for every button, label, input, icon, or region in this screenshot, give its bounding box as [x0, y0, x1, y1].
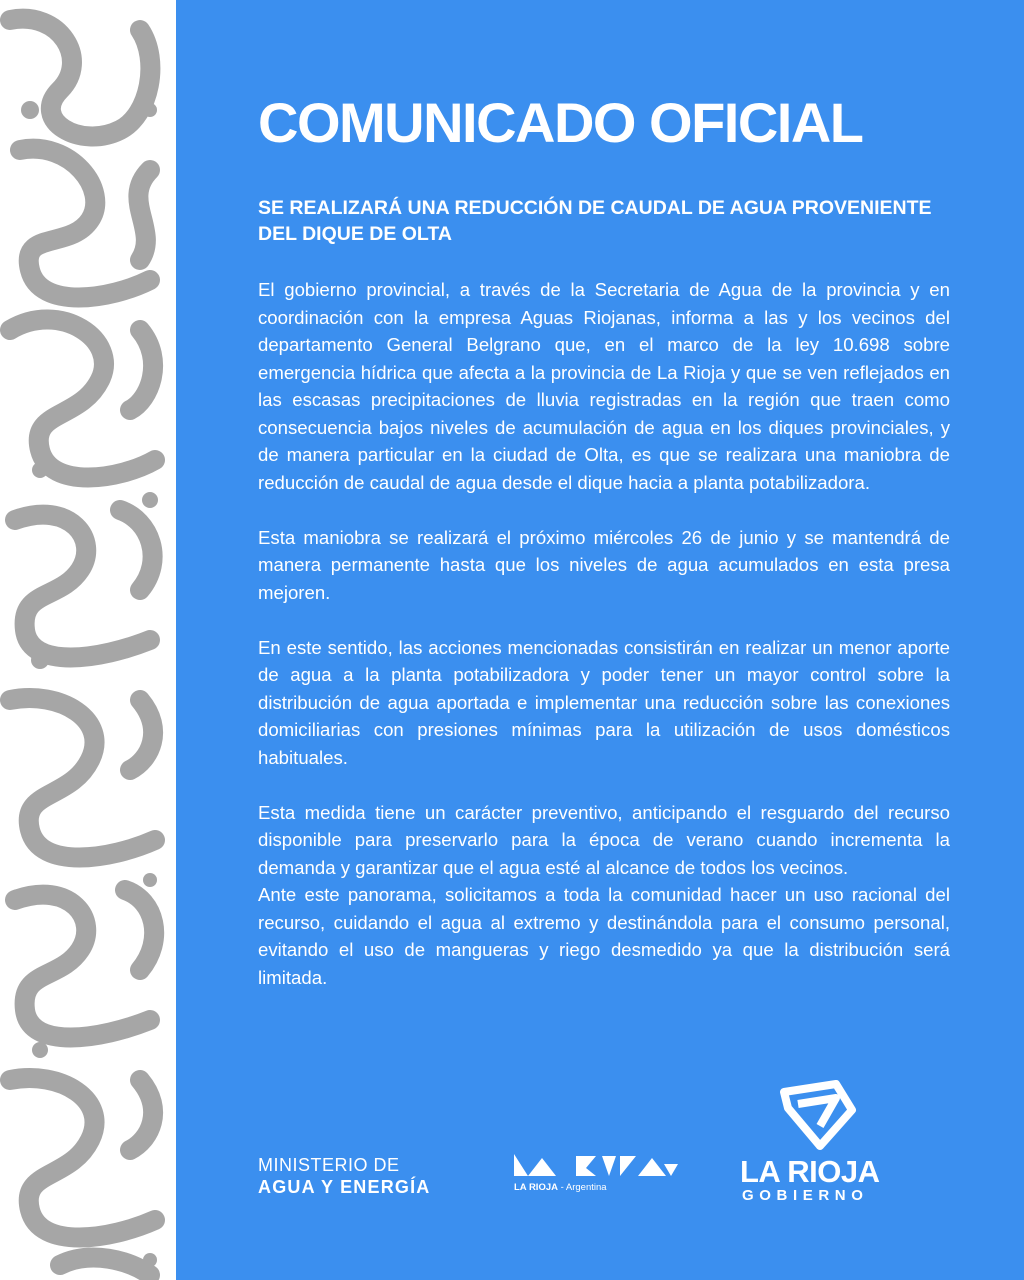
- subtitle-line-2: DEL DIQUE DE OLTA: [258, 223, 452, 245]
- page-title: COMUNICADO OFICIAL: [258, 91, 863, 154]
- la-rioja-wordmark-icon: [512, 1150, 682, 1180]
- paragraph-3: En este sentido, las acciones mencionadas consistirán en realizar un menor aporte de agua a la planta potabilizadora y poder tener un mayor control sobre la distribución de agua aportada e implementar una reducción sobre las conexiones domiciliarias con presiones mínimas para la utilización de usos domésticos habituales.: [258, 636, 950, 768]
- paragraph-2: Esta maniobra se realizará el próximo miércoles 26 de junio y se mantendrá de manera permanente hasta que los niveles de agua acumulados en esta presa mejoren.: [258, 526, 950, 603]
- subtitle: [258, 195, 958, 247]
- main-panel: [176, 0, 1024, 1280]
- caption-rest: - Argentina: [557, 1182, 607, 1193]
- gobierno-label: GOBIERNO: [742, 1187, 869, 1204]
- gobierno-emblem-icon: [736, 1080, 896, 1152]
- la-rioja-gobierno-logo: [736, 1080, 896, 1210]
- maze-pattern-graphic: [0, 0, 176, 1280]
- ministry-line-1: MINISTERIO DE: [258, 1155, 400, 1175]
- caption-bold: LA RIOJA: [514, 1182, 558, 1193]
- ministry-logo: [258, 1154, 431, 1198]
- la-rioja-argentina-logo: [512, 1150, 682, 1198]
- paragraph-5: Ante este panorama, solicitamos a toda la comunidad hacer un uso racional del recurso, cuidando el agua al extremo y destinándola para el consumo personal, evitando el uso de mangueras y riego desmedido ya que la distribución será limitada.: [258, 884, 950, 988]
- subtitle-line-1: SE REALIZARÁ UNA REDUCCIÓN DE CAUDAL DE AGUA PROVENIENTE: [258, 197, 932, 219]
- gobierno-name: LA RIOJA: [740, 1154, 880, 1189]
- paragraph-4: Esta medida tiene un carácter preventivo, anticipando el resguardo del recurso disponible para preservarlo para la época de verano cuando incrementa la demanda y garantizar que el agua esté al alcance de todos los vecinos.: [258, 801, 950, 878]
- paragraph-1: El gobierno provincial, a través de la Secretaria de Agua de la provincia y en coordinación con la empresa Aguas Riojanas, informa a las y los vecinos del departamento General Belgrano que, en el marco de la ley 10.698 sobre emergencia hídrica que afecta a la provincia de La Rioja y que se ven reflejados en las escasas precipitaciones de lluvia registradas en la región que traen como consecuencia bajos niveles de acumulación de agua en los diques provinciales, y de manera particular en la ciudad de Olta, es que se realizara una maniobra de reducción de caudal de agua desde el dique hacia a planta potabilizadora.: [258, 279, 950, 493]
- body-text: [258, 276, 950, 1019]
- ministry-line-2: AGUA Y ENERGÍA: [258, 1177, 431, 1197]
- la-rioja-argentina-caption: [514, 1182, 607, 1193]
- decorative-pattern-strip: [0, 0, 176, 1280]
